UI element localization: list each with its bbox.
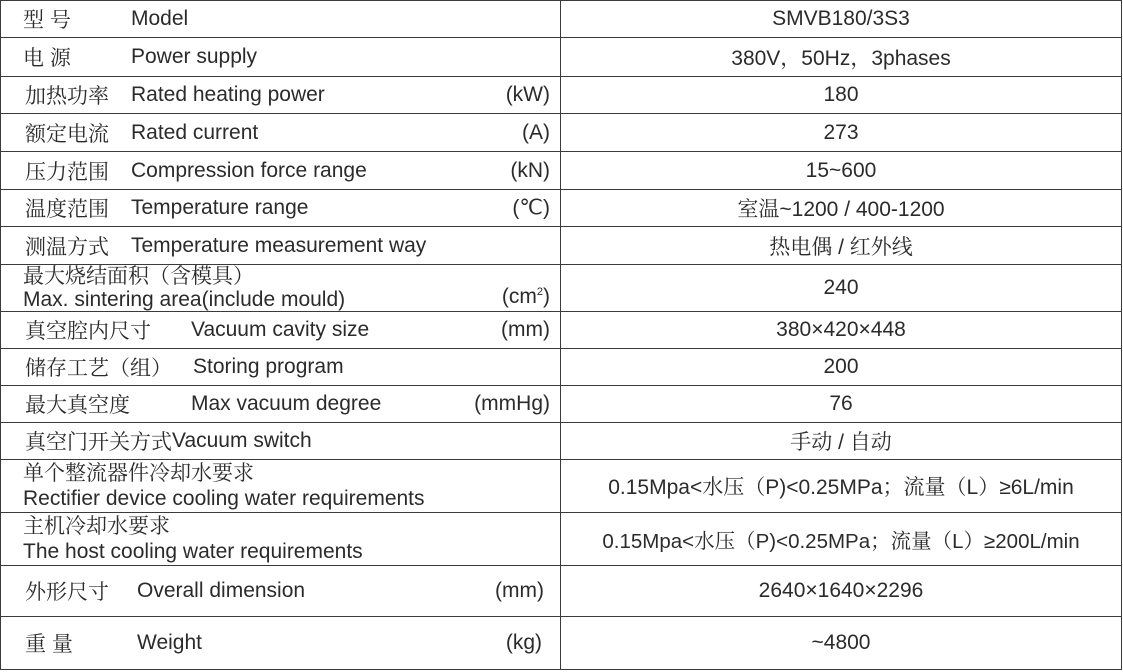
label-en: Storing program: [193, 355, 344, 378]
label-unit: (mm): [501, 318, 550, 341]
spec-label-cell: [1, 38, 561, 77]
label-cn: 压力范围: [25, 160, 109, 184]
spec-label-cell: [1, 460, 561, 513]
label-cn: 重 量: [25, 633, 73, 656]
spec-value-cell: [561, 77, 1122, 114]
table-row: [1, 349, 1122, 386]
label-cn: 外形尺寸: [25, 581, 109, 604]
table-row: [1, 566, 1122, 617]
label-unit: $(cm^2)$: [501, 285, 550, 308]
spec-value: 室温~1200 / 400-1200: [737, 198, 945, 221]
spec-value: 0.15Mpa<水压（P)<0.25MPa；流量（L）≥6L/min: [608, 476, 1074, 499]
spec-value-cell: [561, 423, 1122, 460]
label-cn: 温度范围: [25, 198, 109, 221]
spec-value-cell: [561, 114, 1122, 152]
label-en: Rated heating power: [131, 83, 325, 106]
label-en: Vacuum switch: [172, 429, 312, 452]
spec-value: 200: [823, 355, 859, 378]
label-unit: (mmHg): [474, 392, 550, 415]
label-cn: 储存工艺（组）: [25, 357, 172, 380]
spec-label-cell: [1, 227, 561, 265]
spec-value-cell: [561, 265, 1122, 312]
table-row: [1, 423, 1122, 460]
spec-value-cell: [561, 460, 1122, 513]
label-en: The host cooling water requirements: [23, 540, 363, 563]
table-row: [1, 227, 1122, 265]
label-en: Power supply: [131, 45, 258, 68]
spec-value-cell: [561, 38, 1122, 77]
label-cn: 主机冷却水要求: [23, 515, 170, 538]
spec-value: 76: [829, 392, 853, 415]
spec-value: 380×420×448: [776, 318, 906, 341]
spec-label-cell: [1, 1, 561, 38]
spec-value-cell: [561, 349, 1122, 386]
spec-value: 380V，50Hz，3phases: [731, 47, 951, 70]
label-cn: 真空腔内尺寸: [25, 320, 151, 343]
spec-value: 2640×1640×2296: [758, 579, 924, 602]
table-row: [1, 312, 1122, 349]
spec-value: 热电偶 / 红外线: [769, 235, 913, 259]
spec-value-cell: [561, 386, 1122, 423]
spec-label-cell: [1, 114, 561, 152]
label-en: Vacuum cavity size: [191, 318, 370, 341]
label-cn: 最大烧结面积（含模具）: [23, 265, 254, 288]
spec-value: 0.15Mpa<水压（P)<0.25MPa；流量（L）≥200L/min: [602, 530, 1080, 553]
spec-value: 手动 / 自动: [790, 431, 892, 454]
spec-value: 15~600: [805, 158, 877, 182]
label-cn: 型 号: [23, 9, 71, 32]
label-en: Temperature range: [131, 196, 309, 219]
label-cn: 单个整流器件冷却水要求: [23, 462, 254, 485]
spec-value: 180: [823, 83, 859, 106]
spec-label-cell: [1, 566, 561, 617]
label-cn: 最大真空度: [25, 394, 130, 417]
table-row: [1, 386, 1122, 423]
table-row: [1, 460, 1122, 513]
label-cn: 真空门开关方式: [25, 431, 172, 454]
spec-label-cell: [1, 190, 561, 227]
spec-label-cell: [1, 386, 561, 423]
spec-label-cell: [1, 265, 561, 312]
label-unit: (kW): [505, 83, 550, 106]
label-cn: 额定电流: [25, 122, 109, 146]
label-unit: (A): [522, 120, 550, 144]
label-cn: 测温方式: [25, 235, 109, 259]
label-unit: (kN): [510, 158, 550, 182]
spec-value-cell: [561, 152, 1122, 190]
spec-value-cell: [561, 566, 1122, 617]
label-en: Max. sintering area(include mould): [23, 288, 346, 311]
label-cn: 电 源: [23, 47, 71, 70]
label-unit: (mm): [495, 579, 544, 602]
label-en: Compression force range: [131, 158, 367, 182]
spec-label-cell: [1, 423, 561, 460]
spec-value-cell: [561, 312, 1122, 349]
spec-value: 240: [823, 276, 859, 299]
label-en: Max vacuum degree: [191, 392, 382, 415]
table-row: [1, 38, 1122, 77]
spec-value: ~4800: [811, 631, 871, 654]
table-row: [1, 1, 1122, 38]
table-row: [1, 617, 1122, 670]
label-en: Overall dimension: [137, 579, 306, 602]
label-en: Rectifier device cooling water requirements: [23, 487, 425, 510]
table-row: [1, 77, 1122, 114]
spec-value-cell: [561, 227, 1122, 265]
spec-value-cell: [561, 190, 1122, 227]
table-row: [1, 114, 1122, 152]
table-row: [1, 152, 1122, 190]
label-en: Weight: [137, 631, 202, 654]
spec-value-cell: [561, 617, 1122, 670]
table-row: [1, 190, 1122, 227]
spec-value-cell: [561, 513, 1122, 566]
spec-label-cell: [1, 617, 561, 670]
label-unit: (℃): [512, 196, 550, 220]
label-en: Rated current: [131, 120, 259, 144]
spec-label-cell: [1, 349, 561, 386]
spec-label-cell: [1, 152, 561, 190]
table-row: [1, 265, 1122, 312]
label-en: Model: [131, 7, 189, 30]
table-row: [1, 513, 1122, 566]
spec-label-cell: [1, 77, 561, 114]
spec-value: SMVB180/3S3: [772, 7, 910, 30]
spec-value: 273: [823, 120, 859, 144]
label-en: Temperature measurement way: [131, 233, 427, 257]
label-unit: (kg): [505, 631, 542, 654]
label-cn: 加热功率: [25, 85, 109, 108]
spec-label-cell: [1, 312, 561, 349]
spec-label-cell: [1, 513, 561, 566]
spec-value-cell: [561, 1, 1122, 38]
